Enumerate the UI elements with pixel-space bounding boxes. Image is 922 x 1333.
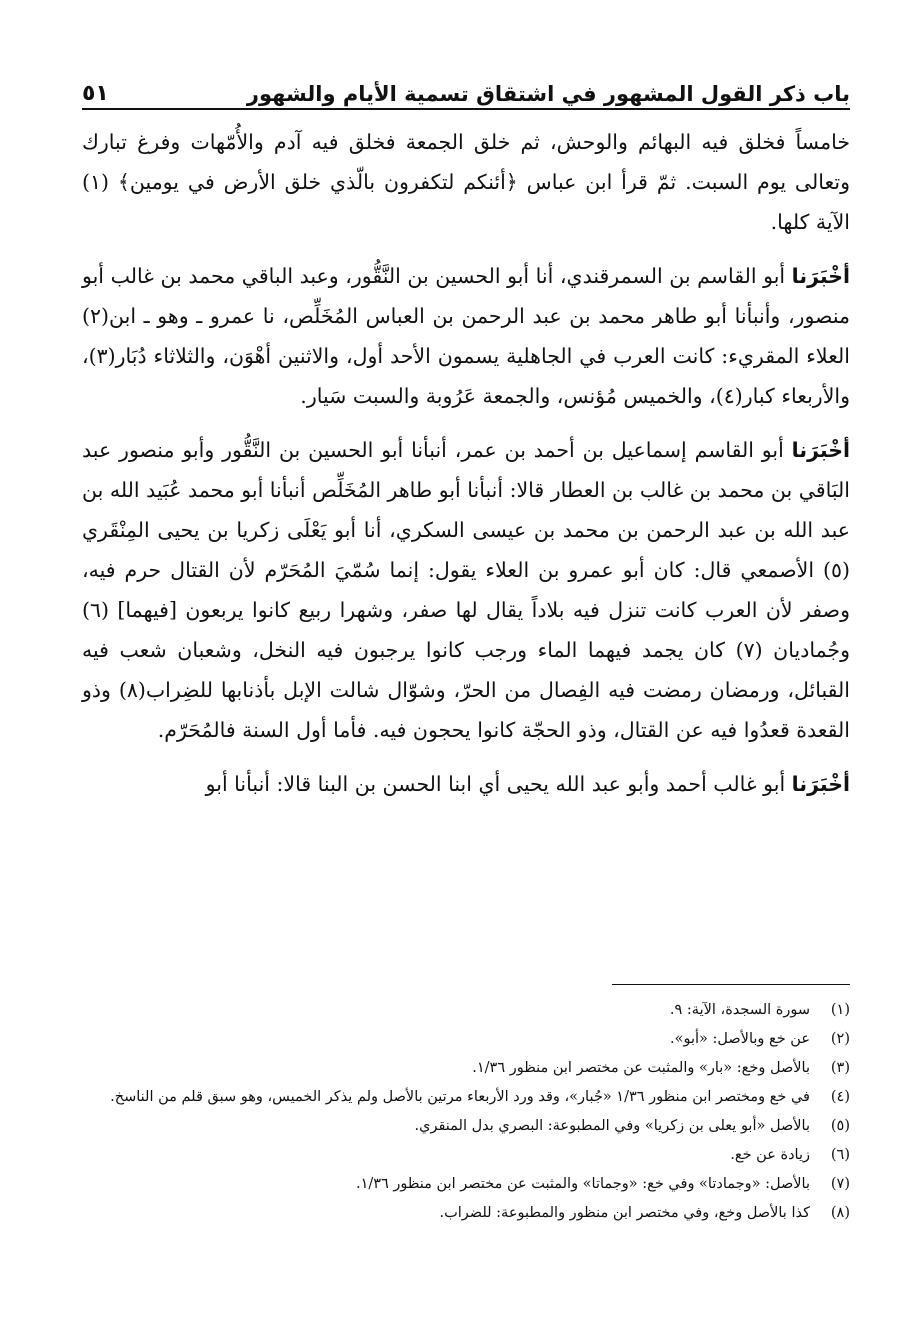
- footnote-text: سورة السجدة، الآية: ٩.: [669, 1002, 810, 1018]
- footnote-text: بالأصل وخ‍ع: «بار» والمثبت عن مختصر ابن منظور ١/٣٦.: [472, 1060, 810, 1076]
- footnote-text: بالأصل «أبو يعلى بن زكريا» وفي المطبوعة: البصري بدل المنقري.: [414, 1118, 810, 1134]
- paragraph-text: خامساً فخلق فيه البهائم والوحش، ثم خلق الجمعة فخلق فيه آدم والأُمّهات وفرغ تبارك وتعالى يوم السبت. ثمّ قرأ ابن عباس ﴿أئنكم لتكفرون بالّذي خلق الأرض في يومين﴾ (١) الآية كلها.: [82, 130, 850, 234]
- page-number: ٥١: [82, 81, 109, 106]
- footnote-text: كذا بالأصل وخ‍ع، وفي مختصر ابن منظور والمطبوعة: للضراب.: [439, 1205, 810, 1221]
- footnote: [82, 1170, 850, 1199]
- footnote-number: (٢): [830, 1031, 850, 1047]
- footnote: [82, 1083, 850, 1112]
- chapter-title: باب ذكر القول المشهور في اشتقاق تسمية الأيام والشهور: [246, 82, 850, 106]
- header-divider: [82, 108, 850, 110]
- footnote-text: بالأصل: «وجمادتا» وفي خ‍ع: «وجماتا» والمثبت عن مختصر ابن منظور ١/٣٦.: [355, 1176, 810, 1192]
- footnote-number: (٦): [830, 1147, 850, 1163]
- footnote: [82, 1025, 850, 1054]
- paragraph-lead-word: أخْبَرَنا: [791, 438, 850, 462]
- footnote: [82, 1141, 850, 1170]
- footnote-number: (٧): [830, 1176, 850, 1192]
- footnote-divider: [612, 984, 850, 985]
- footnote-text: زيادة عن خ‍ع.: [730, 1147, 810, 1163]
- paragraph-3: [82, 430, 850, 750]
- paragraph-lead-word: أخْبَرَنا: [791, 264, 850, 288]
- footnote-number: (٨): [830, 1205, 850, 1221]
- footnote-text: عن خ‍ع وبالأصل: «أبو».: [669, 1031, 810, 1047]
- footnote: [82, 1112, 850, 1141]
- footnote: [82, 1199, 850, 1228]
- footnote-text: في خ‍ع ومختصر ابن منظور ١/٣٦ «جُبار»، وقد ورد الأربعاء مرتين بالأصل ولم يذكر الخميس، وهو سبق قلم من الناسخ.: [110, 1089, 810, 1105]
- footnote-number: (٤): [830, 1089, 850, 1105]
- footnote-number: (١): [830, 1002, 850, 1018]
- paragraph-text: أبو غالب أحمد وأبو عبد الله يحيى أي ابنا الحسن بن البنا قالا: أنبأنا أبو: [205, 772, 792, 796]
- footnotes: [82, 996, 850, 1228]
- footnote-number: (٣): [830, 1060, 850, 1076]
- main-text: [82, 122, 850, 818]
- paragraph-text: أبو القاسم بن السمرقندي، أنا أبو الحسين بن النَّقُّور، وعبد الباقي محمد بن غالب أبو منصور، وأنبأنا أبو طاهر محمد بن عبد الرحمن بن العباس المُخَلِّص، نا عمرو ـ وهو ـ ابن(٢) العلاء المقريء: كانت العرب في الجاهلية يسمون الأحد أول، والاثنين أهْوَن، والثلاثاء دُبَار(٣)، والأربعاء كبار(٤)، والخميس مُؤنس، والجمعة عَرُوبة والسبت سَيار.: [82, 264, 850, 408]
- footnote: [82, 1054, 850, 1083]
- footnote-number: (٥): [830, 1118, 850, 1134]
- paragraph-2: [82, 256, 850, 416]
- running-header: [82, 62, 850, 106]
- paragraph-4: [82, 764, 850, 804]
- paragraph-lead-word: أخْبَرَنا: [791, 772, 850, 796]
- paragraph-1: [82, 122, 850, 242]
- paragraph-text: أبو القاسم إسماعيل بن أحمد بن عمر، أنبأنا أبو الحسين بن النَّقُّور وأبو منصور عبد البَاقي بن محمد بن غالب بن العطار قالا: أنبأنا أبو طاهر المُخَلِّص أنبأنا أبو محمد عُبَيد الله بن عبد الله بن عبد الرحمن بن محمد بن عيسى السكري، أنا أبو يَعْلَى زكريا بن يحيى المِنْقَري (٥) الأصمعي قال: كان أبو عمرو بن العلاء يقول: إنما سُمّيَ المُحَرّم لأن القتال حرم فيه، وصفر لأن العرب كانت تنزل فيه بلاداً يقال لها صفر، وشهرا ربيع كانوا يربعون [فيهما] (٦) وجُماديان (٧) كان يجمد فيهما الماء ورجب كانوا يرجبون فيه النخل، وشعبان شعب فيه القبائل، ورمضان رمضت فيه الفِصال من الحرّ، وشوّال شالت الإبل بأذنابها للضِراب(٨) وذو القعدة قعدُوا فيه عن القتال، وذو الحجّة كانوا يحجون فيه. فأما أول السنة فالمُحَرّم.: [82, 438, 850, 742]
- footnote: [82, 996, 850, 1025]
